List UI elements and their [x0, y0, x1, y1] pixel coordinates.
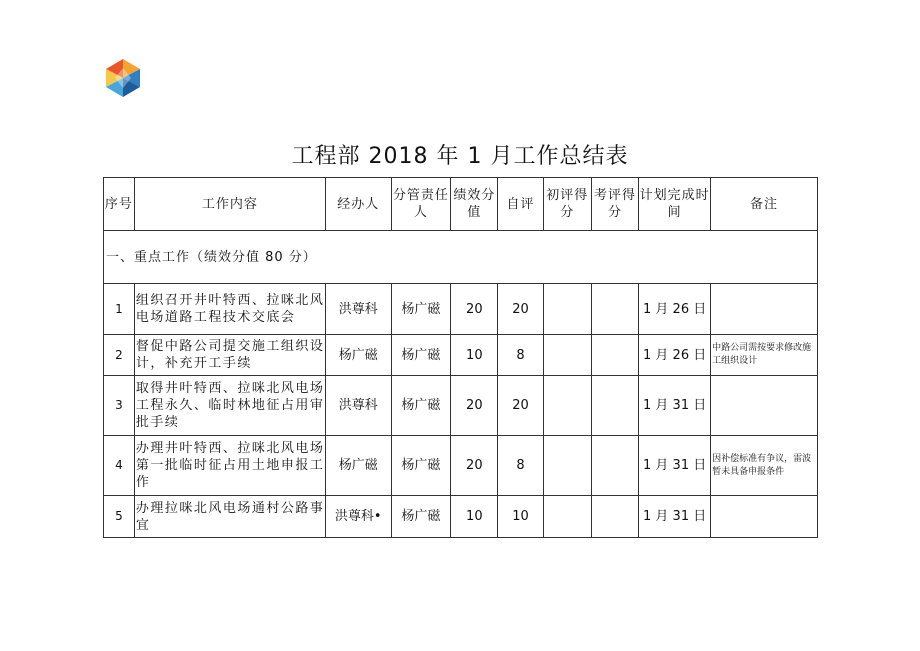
- cell-plan: 1 月 26 日: [639, 335, 711, 376]
- header-initial: 初评得分: [543, 178, 591, 231]
- cell-supervisor: 杨广磁: [391, 284, 451, 335]
- cell-supervisor: 杨广磁: [391, 376, 451, 436]
- cell-content: 组织召开井叶特西、拉咪北风电场道路工程技术交底会: [134, 284, 325, 335]
- cell-plan: 1 月 31 日: [639, 436, 711, 496]
- page-title: 工程部 2018 年 1 月工作总结表: [291, 144, 629, 169]
- header-plan: 计划完成时间: [639, 178, 711, 231]
- cell-self: 8: [498, 436, 543, 496]
- header-handler: 经办人: [325, 178, 391, 231]
- cell-remark: [711, 376, 818, 436]
- header-exam: 考评得分: [591, 178, 638, 231]
- header-row: [104, 178, 818, 231]
- company-logo: [103, 58, 143, 98]
- table-row: [104, 284, 818, 335]
- header-self: 自评: [498, 178, 543, 231]
- cell-self: 20: [498, 284, 543, 335]
- cell-supervisor: 杨广磁: [391, 496, 451, 538]
- cell-score: 10: [451, 335, 498, 376]
- cell-remark: [711, 496, 818, 538]
- cell-plan: 1 月 26 日: [639, 284, 711, 335]
- cell-exam: [591, 496, 638, 538]
- cell-seq: 5: [104, 496, 135, 538]
- cell-initial: [543, 376, 591, 436]
- cell-initial: [543, 335, 591, 376]
- cell-handler: 洪尊科: [325, 376, 391, 436]
- cell-content: 办理拉咪北风电场通村公路事宜: [134, 496, 325, 538]
- cell-self: 20: [498, 376, 543, 436]
- cell-score: 20: [451, 436, 498, 496]
- cell-initial: [543, 284, 591, 335]
- cell-self: 10: [498, 496, 543, 538]
- cell-seq: 4: [104, 436, 135, 496]
- cell-score: 20: [451, 284, 498, 335]
- cell-supervisor: 杨广磁: [391, 436, 451, 496]
- cell-initial: [543, 496, 591, 538]
- header-content: 工作内容: [134, 178, 325, 231]
- cell-score: 20: [451, 376, 498, 436]
- cell-plan: 1 月 31 日: [639, 496, 711, 538]
- table-row: [104, 436, 818, 496]
- cell-content: 办理井叶特西、拉咪北风电场第一批临时征占用土地申报工作: [134, 436, 325, 496]
- cell-initial: [543, 436, 591, 496]
- table-row: [104, 496, 818, 538]
- header-seq: 序号: [104, 178, 135, 231]
- cell-supervisor: 杨广磁: [391, 335, 451, 376]
- cell-handler: 杨广磁: [325, 335, 391, 376]
- cell-seq: 3: [104, 376, 135, 436]
- header-score: 绩效分值: [451, 178, 498, 231]
- cell-self: 8: [498, 335, 543, 376]
- cell-content: 取得井叶特西、拉咪北风电场工程永久、临时林地征占用审批手续: [134, 376, 325, 436]
- cell-seq: 1: [104, 284, 135, 335]
- cell-handler: 洪尊科: [325, 284, 391, 335]
- cell-handler: 杨广磁: [325, 436, 391, 496]
- header-supervisor: 分管责任人: [391, 178, 451, 231]
- cell-score: 10: [451, 496, 498, 538]
- cell-plan: 1 月 31 日: [639, 376, 711, 436]
- cell-remark: [711, 284, 818, 335]
- cell-content: 督促中路公司提交施工组织设计，补充开工手续: [134, 335, 325, 376]
- cell-exam: [591, 284, 638, 335]
- cell-exam: [591, 436, 638, 496]
- section-row: [104, 231, 818, 284]
- section-title: 一、重点工作（绩效分值 80 分）: [104, 231, 818, 284]
- cell-remark: 因补偿标准有争议，雷波暂未具备申报条件: [711, 436, 818, 496]
- header-remark: 备注: [711, 178, 818, 231]
- cell-exam: [591, 335, 638, 376]
- table-row: [104, 376, 818, 436]
- cell-remark: 中路公司需按要求修改施工组织设计: [711, 335, 818, 376]
- cell-handler: 洪尊科•: [325, 496, 391, 538]
- cell-seq: 2: [104, 335, 135, 376]
- cell-exam: [591, 376, 638, 436]
- work-summary-table: [103, 177, 818, 538]
- table-row: [104, 335, 818, 376]
